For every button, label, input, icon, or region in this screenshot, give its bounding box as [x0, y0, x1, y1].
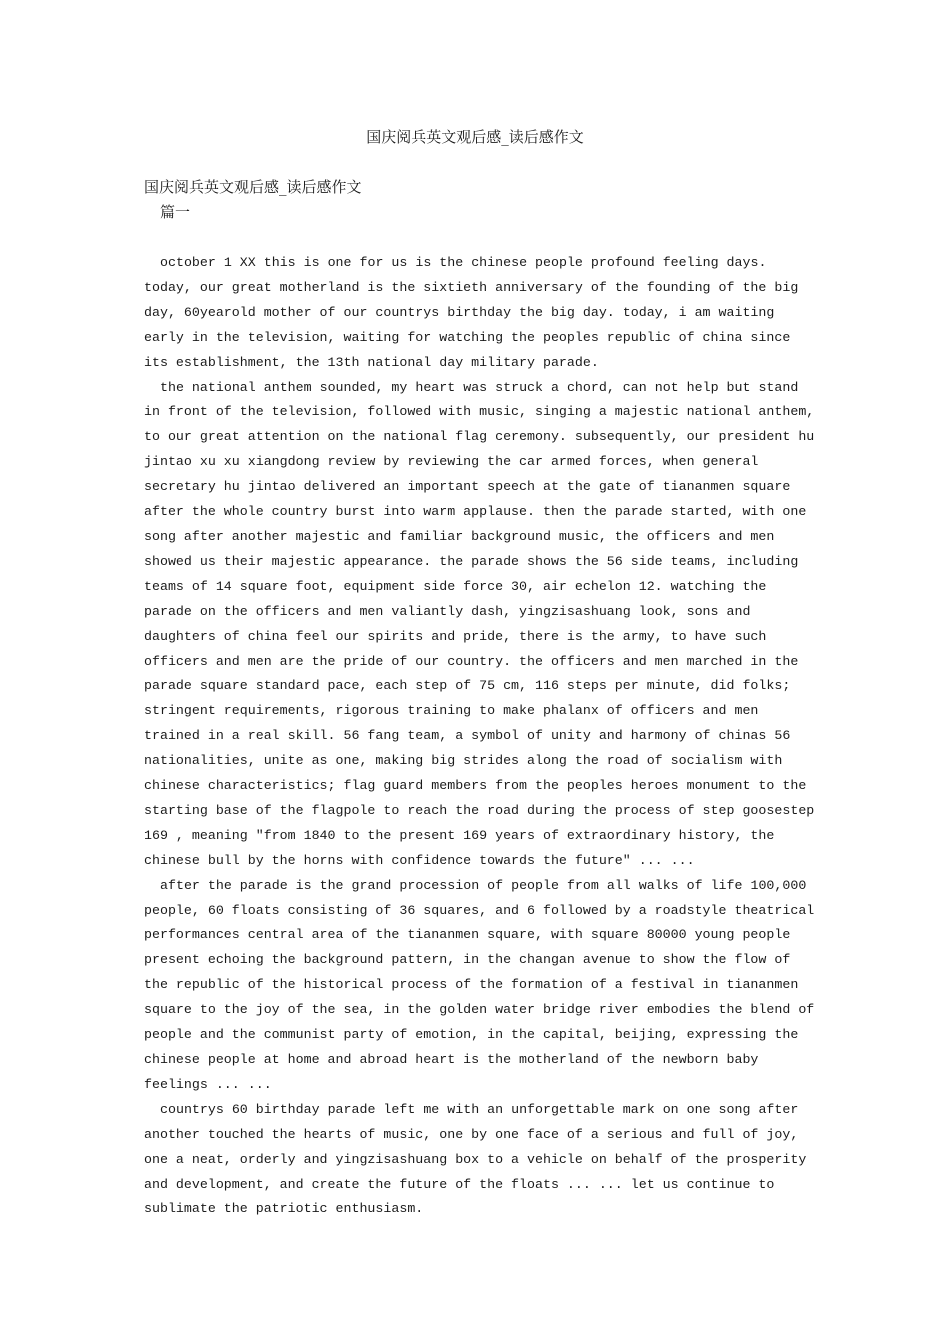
body-paragraph: the national anthem sounded, my heart was struck a chord, can not help but stand in front of the television, followed with music, singing a majestic national anthem, to our great attention on the national flag ceremony. subsequently, our president hu jintao xu xu xiangdong review by reviewing the car armed forces, when general secretary hu jintao delivered an important speech at the gate of tiananmen square after the whole country burst into warm applause. then the parade started, with one song after another majestic and familiar background music, the officers and men showed us their majestic appearance. the parade shows the 56 side teams, including teams of 14 square foot, equipment side force 30, air echelon 12. watching the parade on the officers and men valiantly dash, yingzisashuang look, sons and daughters of china feel our spirits and pride, there is the army, to have such officers and men are the pride of our country. the officers and men marched in the parade square standard pace, each step of 75 cm, 116 steps per minute, did folks; stringent requirements, rigorous training to make phalanx of officers and men trained in a real skill. 56 fang team, a symbol of unity and harmony of chinas 56 nationalities, unite as one, making big strides along the road of socialism with chinese characteristics; flag guard members from the peoples heroes monument to the starting base of the flagpole to reach the road during the process of step goosestep 169 , meaning "from 1840 to the present 169 years of extraordinary history, the chinese bull by the horns with confidence towards the future" ... ... — [144, 379, 815, 868]
body-paragraph: after the parade is the grand procession of people from all walks of life 100,000 people, 60 floats consisting of 36 squares, and 6 followed by a roadstyle theatrical performances central area of the tiananmen square, with square 80000 young people present echoing the background pattern, in the changan avenue to show the flow of the republic of the historical process of the formation of a festival in tiananmen square to the joy of the sea, in the golden water bridge river embodies the blend of people and the communist party of emotion, in the capital, beijing, expressing the chinese people at home and abroad heart is the motherland of the newborn baby feelings ... ... — [144, 877, 815, 1092]
document-heading: 国庆阅兵英文观后感_读后感作文 — [144, 178, 362, 196]
body-paragraph: countrys 60 birthday parade left me with an unforgettable mark on one song after another touched the hearts of music, one by one face of a serious and full of joy, one a neat, orderly and yingzisashuang box to a vehicle on behalf of the prosperity and development, and create the future of the floats ... ... let us continue to sublimate the patriotic enthusiasm. — [144, 1101, 807, 1217]
body-paragraph: october 1 XX this is one for us is the chinese people profound feeling days. today, our great motherland is the sixtieth anniversary of the founding of the big day, 60yearold mother of our countrys birthday the big day. today, i am waiting early in the television, waiting for watching the peoples republic of china since its establishment, the 13th national day military parade. — [144, 255, 799, 370]
document-body — [144, 251, 816, 1222]
section-label: 篇一 — [160, 203, 191, 221]
page-title: 国庆阅兵英文观后感_读后感作文 — [366, 128, 584, 146]
